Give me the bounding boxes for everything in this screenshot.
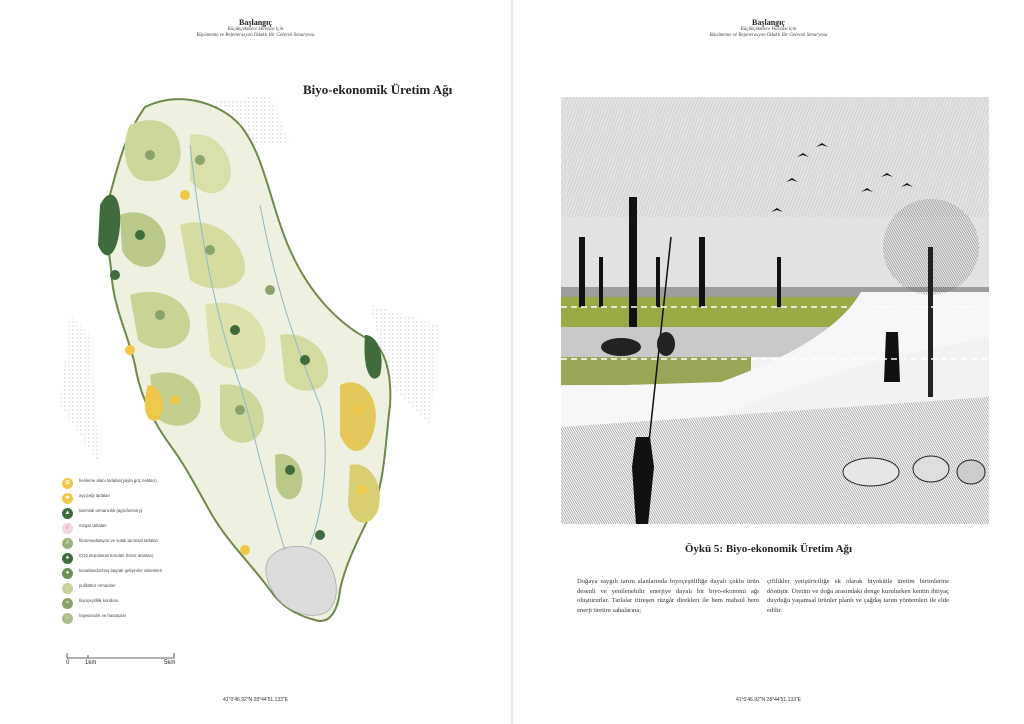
map-title: Biyo-ekonomik Üretim Ağı xyxy=(303,82,453,97)
cow xyxy=(957,460,985,484)
cow xyxy=(913,456,949,482)
wind-pole xyxy=(656,257,660,307)
legend-item xyxy=(62,493,222,504)
legend-label: hayvancılık ve hasatçılar xyxy=(79,613,127,618)
left-page xyxy=(0,0,511,724)
legend-label: rüzgar tarlaları xyxy=(79,523,107,528)
legend-label: polikültür ormanları xyxy=(79,583,116,588)
illustration-scene xyxy=(561,97,989,524)
wind-pole xyxy=(777,257,781,307)
flower-icon: ✿ xyxy=(62,478,73,489)
sprout-icon: ♣ xyxy=(62,493,73,504)
header-title: Başlangıç xyxy=(239,18,272,27)
story-caption: Öykü 5: Biyo-ekonomik Üretim Ağı xyxy=(684,543,853,555)
legend-item xyxy=(62,583,222,594)
green-field xyxy=(561,297,861,327)
legend-item xyxy=(62,553,222,564)
legend-item xyxy=(62,613,222,624)
legend-item xyxy=(62,478,222,489)
man-figure xyxy=(884,332,900,382)
cow xyxy=(843,458,899,486)
left-header xyxy=(0,18,511,39)
header-title: Başlangıç xyxy=(752,18,785,27)
legend-item xyxy=(62,523,222,534)
wind-pole xyxy=(599,257,603,307)
livestock-icon: ∴ xyxy=(62,613,73,624)
left-coordinates: 41°0'46.92"N 28°44'51.133"E xyxy=(222,697,289,703)
legend-item xyxy=(62,568,222,579)
scale-label-0: 0 xyxy=(66,660,70,666)
header-subtitle-2: Büyümeme ve Rejenerasyon Odaklı Bir Gelecek Senaryosu xyxy=(196,32,315,38)
header-subtitle-1: Küçükçekmece Havzası için xyxy=(227,27,284,33)
right-header xyxy=(513,18,1024,39)
cow xyxy=(601,338,641,356)
co2-icon: ♠ xyxy=(62,553,73,564)
tree-trunk xyxy=(928,247,933,397)
right-coordinates: 41°0'46.92"N 28°44'51.133"E xyxy=(735,697,802,703)
header-subtitle-1: Küçükçekmece Havzası için xyxy=(740,27,797,33)
wind-pole xyxy=(699,237,705,307)
legend-item xyxy=(62,538,222,549)
legend-item xyxy=(62,508,222,519)
hedge-icon: ✓ xyxy=(62,538,73,549)
right-page xyxy=(513,0,1024,724)
reed-icon: ≈ xyxy=(62,598,73,609)
story-illustration xyxy=(561,97,989,524)
wind-icon: ⁄ xyxy=(62,523,73,534)
grass-icon: · xyxy=(62,583,73,594)
legend-label: besleme alanı tarlaları(yayla göç nektarı) xyxy=(79,478,157,483)
scale-label-1km: 1km xyxy=(85,660,97,666)
scale-bar-line xyxy=(66,652,176,660)
legend-item xyxy=(62,598,222,609)
stipple-area xyxy=(60,315,100,465)
field-patch xyxy=(125,120,181,181)
wind-pole xyxy=(579,237,585,307)
legend-label: CO2 depolanan koruları (teraz alanları) xyxy=(79,553,154,558)
map-legend xyxy=(62,478,222,628)
body-column-1: Doğaya saygılı tarım alanlarında biyoçeşitliliğe dayalı çoklu ürün desenli ve yenilenebilir enerjiye dayalı bir biyo-ekonomi ağı oluştururlar. Tarlalar titreşen rüzgâr direkleri ile hem mahsul hem enerji üretim sahalarına; xyxy=(577,578,759,614)
legend-label: ayçiçeği tarlaları xyxy=(79,493,111,498)
clouds xyxy=(561,97,989,217)
legend-label: tarımsal ormancılık (agroforestry) xyxy=(79,508,143,513)
bee-icon: ● xyxy=(62,568,73,579)
legend-label: biyoçeşitlilik koridoru xyxy=(79,598,119,603)
legend-label: konutlandırılmış bayrak gelişimler sistemleri xyxy=(79,568,163,573)
cow xyxy=(657,332,675,356)
header-subtitle-2: Büyümeme ve Rejenerasyon Odaklı Bir Gelecek Senaryosu xyxy=(709,32,828,38)
legend-label: fitoremediasyon ve sulak tarımsal tarlaları xyxy=(79,538,159,543)
scale-bar xyxy=(66,652,176,668)
body-column-2: çiftlikler yetiştiriciliğe ek olarak biyokütle üretim birimlerine dönüşür. Üretim ve doğa arasındaki denge kurulurken kentin ihtiyaç duyduğu yaşamsal ürünler planlı ve çağdaş tarım yöntemleri ile elde edilir. xyxy=(767,578,949,614)
scale-label-5km: 5km xyxy=(164,660,176,666)
agroforestry-icon: ▲ xyxy=(62,508,73,519)
